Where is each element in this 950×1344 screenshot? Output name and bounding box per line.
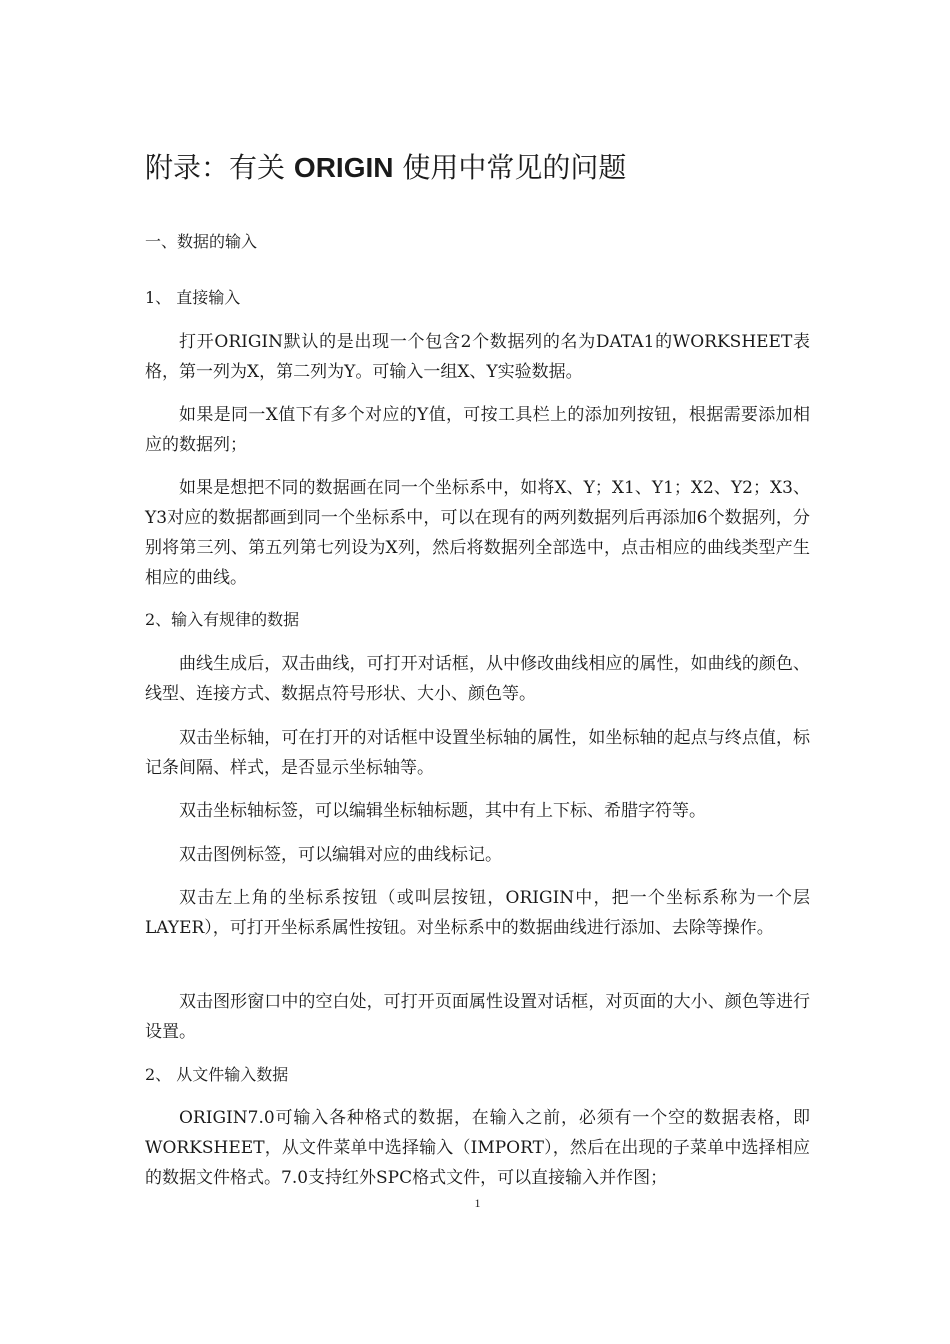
paragraph-c-1: ORIGIN7.0可输入各种格式的数据，在输入之前，必须有一个空的数据表格，即WORKSHEET，从文件菜单中选择输入（IMPORT），然后在出现的子菜单中选择相应的数据文件格式。7.0支持红外SPC格式文件，可以直接输入并作图；	[145, 1108, 810, 1188]
subheading-regular-data: 2、输入有规律的数据	[145, 610, 300, 629]
subheading-direct-input: 1、 直接输入	[145, 288, 241, 307]
paragraph-a-2: 如果是同一X值下有多个对应的Y值，可按工具栏上的添加列按钮，根据需要添加相应的数据列；	[145, 405, 810, 455]
title-prefix: 附录：有关	[145, 151, 286, 184]
page-title	[145, 148, 626, 188]
section-heading-data-input: 一、数据的输入	[145, 232, 258, 251]
paragraph-b-3: 双击坐标轴标签，可以编辑坐标轴标题，其中有上下标、希腊字符等。	[179, 801, 706, 821]
title-bold: ORIGIN	[293, 152, 394, 183]
paragraph-a-3: 如果是想把不同的数据画在同一个坐标系中，如将X、Y；X1、Y1；X2、Y2；X3、Y3对应的数据都画到同一个坐标系中，可以在现有的两列数据列后再添加6个数据列，分别将第三列、第五列第七列设为X列，然后将数据列全部选中，点击相应的曲线类型产生相应的曲线。	[145, 478, 810, 588]
paragraph-b-2: 双击坐标轴，可在打开的对话框中设置坐标轴的属性，如坐标轴的起点与终点值，标记条间隔、样式，是否显示坐标轴等。	[145, 728, 810, 778]
title-suffix: 使用中常见的问题	[402, 151, 627, 184]
paragraph-a-1: 打开ORIGIN默认的是出现一个包含2个数据列的名为DATA1的WORKSHEET表格，第一列为X，第二列为Y。可输入一组X、Y实验数据。	[145, 332, 810, 382]
page-number: 1	[474, 1196, 481, 1210]
subheading-file-input: 2、 从文件输入数据	[145, 1065, 289, 1084]
paragraph-b-4: 双击图例标签，可以编辑对应的曲线标记。	[179, 845, 502, 865]
paragraph-b-6: 双击图形窗口中的空白处，可打开页面属性设置对话框，对页面的大小、颜色等进行设置。	[145, 992, 810, 1042]
paragraph-b-1: 曲线生成后，双击曲线，可打开对话框，从中修改曲线相应的属性，如曲线的颜色、线型、连接方式、数据点符号形状、大小、颜色等。	[145, 654, 810, 704]
document-page	[145, 0, 810, 1344]
paragraph-b-5: 双击左上角的坐标系按钮（或叫层按钮，ORIGIN中，把一个坐标系称为一个层LAYER），可打开坐标系属性按钮。对坐标系中的数据曲线进行添加、去除等操作。	[145, 888, 810, 938]
